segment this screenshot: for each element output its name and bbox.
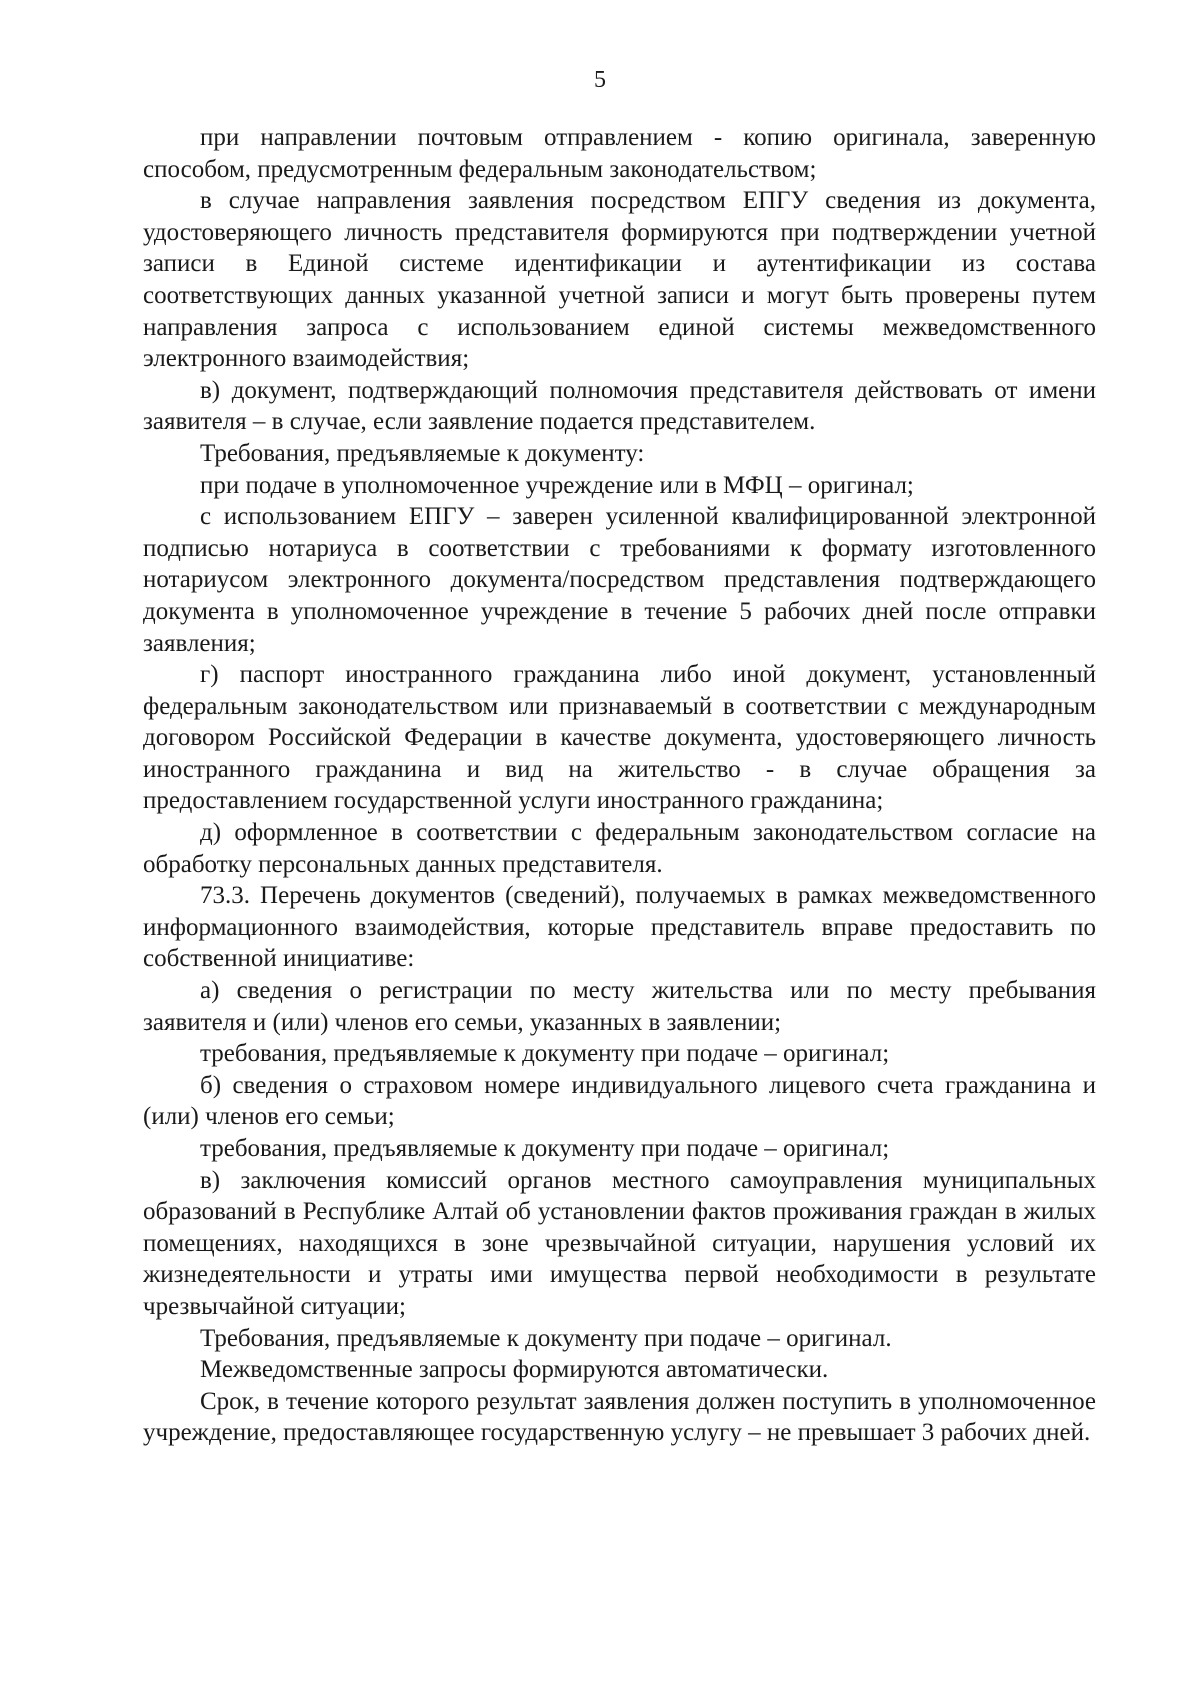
page-number: 5	[594, 67, 606, 93]
paragraph: б) сведения о страховом номере индивидуального лицевого счета гражданина и (или) членов его семьи;	[143, 1071, 1096, 1131]
paragraph: при подаче в уполномоченное учреждение или в МФЦ – оригинал;	[200, 471, 914, 499]
paragraph: в) заключения комиссий органов местного самоуправления муниципальных образований в Республике Алтай об установлении фактов проживания граждан в жилых помещениях, находящихся в зоне чрезвычайной ситуации, нарушения условий их жизнедеятельности и утраты ими имущества первой необходимости в результате чрезвычайной ситуации;	[143, 1166, 1096, 1320]
paragraph: при направлении почтовым отправлением - копию оригинала, заверенную способом, предусмотренным федеральным законодательством;	[143, 124, 1096, 183]
paragraph: с использованием ЕПГУ – заверен усиленной квалифицированной электронной подписью нотариуса в соответствии с требованиями к формату изготовленного нотариусом электронного документа/посредством представления подтверждающего документа в уполномоченное учреждение в течение 5 рабочих дней после отправки заявления;	[143, 503, 1096, 657]
paragraph: Требования, предъявляемые к документу:	[200, 439, 645, 467]
paragraph: г) паспорт иностранного гражданина либо иной документ, установленный федеральным законодательством или признаваемый в соответствии с международным договором Российской Федерации в качестве документа, удостоверяющего личность иностранного гражданина и вид на жительство - в случае обращения за предоставлением государственной услуги иностранного гражданина;	[143, 661, 1096, 815]
paragraph: в случае направления заявления посредством ЕПГУ сведения из документа, удостоверяющего личность представителя формируются при подтверждении учетной записи в Единой системе идентификации и аутентификации из состава соответствующих данных указанной учетной записи и могут быть проверены путем направления запроса с использованием единой системы межведомственного электронного взаимодействия;	[143, 187, 1096, 373]
paragraph: д) оформленное в соответствии с федеральным законодательством согласие на обработку персональных данных представителя.	[143, 819, 1096, 878]
paragraph: Требования, предъявляемые к документу при подаче – оригинал.	[200, 1324, 892, 1352]
document-body	[143, 122, 1096, 1449]
paragraph: в) документ, подтверждающий полномочия представителя действовать от имени заявителя – в случае, если заявление подается представителем.	[143, 376, 1096, 436]
paragraph: а) сведения о регистрации по месту жительства или по месту пребывания заявителя и (или) членов его семьи, указанных в заявлении;	[143, 977, 1096, 1036]
paragraph: 73.3. Перечень документов (сведений), получаемых в рамках межведомственного информационного взаимодействия, которые представитель вправе предоставить по собственной инициативе:	[143, 882, 1096, 973]
paragraph: Межведомственные запросы формируются автоматически.	[200, 1356, 829, 1384]
paragraph: требования, предъявляемые к документу при подаче – оригинал;	[200, 1135, 890, 1162]
paragraph: Срок, в течение которого результат заявления должен поступить в уполномоченное учреждение, предоставляющее государственную услугу – не превышает 3 рабочих дней.	[143, 1387, 1096, 1447]
paragraph: требования, предъявляемые к документу при подаче – оригинал;	[200, 1040, 890, 1068]
